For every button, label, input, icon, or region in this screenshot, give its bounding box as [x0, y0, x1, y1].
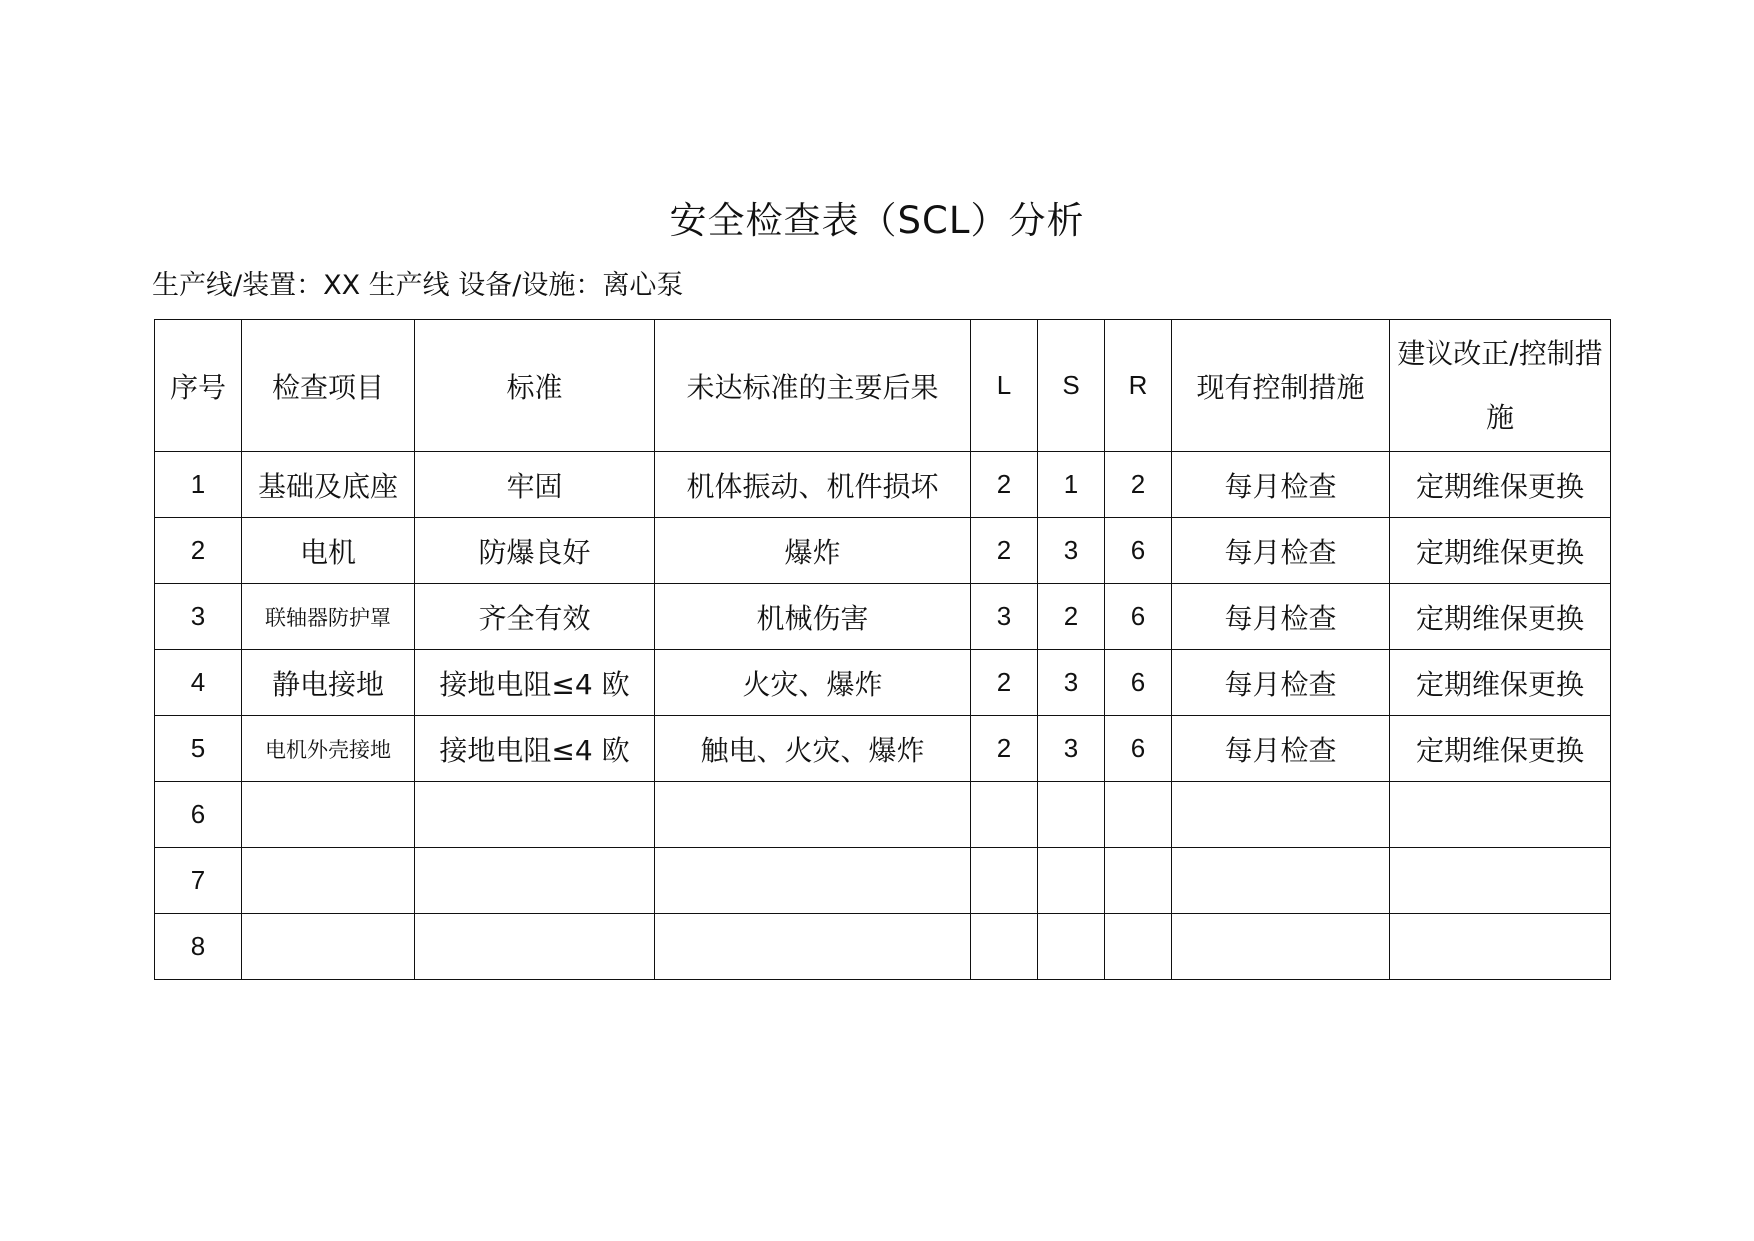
cell-consequence: [655, 782, 971, 848]
cell-standard: [415, 782, 655, 848]
cell-index: 7: [155, 848, 242, 914]
cell-r: 6: [1105, 650, 1172, 716]
cell-suggested-controls: 定期维保更换: [1390, 584, 1611, 650]
cell-l: [971, 914, 1038, 980]
cell-index: 2: [155, 518, 242, 584]
cell-suggested-controls: [1390, 848, 1611, 914]
cell-standard: [415, 848, 655, 914]
cell-standard: 齐全有效: [415, 584, 655, 650]
cell-consequence: [655, 848, 971, 914]
cell-r: [1105, 914, 1172, 980]
cell-consequence: 机械伤害: [655, 584, 971, 650]
cell-current-controls: 每月检查: [1172, 650, 1390, 716]
cell-r: [1105, 782, 1172, 848]
cell-l: 2: [971, 650, 1038, 716]
table-row: [155, 518, 1611, 584]
cell-check-item: [242, 782, 415, 848]
cell-index: 1: [155, 452, 242, 518]
cell-s: 1: [1038, 452, 1105, 518]
cell-r: 2: [1105, 452, 1172, 518]
header-check-item: 检查项目: [242, 320, 415, 452]
table-row: [155, 650, 1611, 716]
table-row: [155, 452, 1611, 518]
cell-index: 3: [155, 584, 242, 650]
cell-s: [1038, 914, 1105, 980]
scl-table: [154, 319, 1611, 980]
table-row: [155, 782, 1611, 848]
header-standard: 标准: [415, 320, 655, 452]
cell-suggested-controls: [1390, 914, 1611, 980]
cell-index: 8: [155, 914, 242, 980]
cell-index: 6: [155, 782, 242, 848]
cell-index: 5: [155, 716, 242, 782]
cell-check-item: 基础及底座: [242, 452, 415, 518]
table-row: [155, 848, 1611, 914]
cell-current-controls: [1172, 782, 1390, 848]
cell-r: [1105, 848, 1172, 914]
header-current-controls: 现有控制措施: [1172, 320, 1390, 452]
cell-standard: [415, 914, 655, 980]
header-suggested-controls: 建议改正/控制措施: [1390, 320, 1611, 452]
table-header-row: [155, 320, 1611, 452]
cell-check-item: [242, 914, 415, 980]
header-l: L: [971, 320, 1038, 452]
cell-standard: 接地电阻≤4 欧: [415, 650, 655, 716]
cell-s: 2: [1038, 584, 1105, 650]
cell-consequence: 触电、火灾、爆炸: [655, 716, 971, 782]
cell-s: [1038, 782, 1105, 848]
header-index: 序号: [155, 320, 242, 452]
cell-current-controls: [1172, 848, 1390, 914]
table-row: [155, 584, 1611, 650]
cell-current-controls: 每月检查: [1172, 518, 1390, 584]
cell-consequence: 机体振动、机件损坏: [655, 452, 971, 518]
cell-standard: 接地电阻≤4 欧: [415, 716, 655, 782]
cell-suggested-controls: 定期维保更换: [1390, 518, 1611, 584]
cell-suggested-controls: 定期维保更换: [1390, 716, 1611, 782]
cell-check-item: [242, 848, 415, 914]
cell-suggested-controls: 定期维保更换: [1390, 650, 1611, 716]
cell-l: [971, 848, 1038, 914]
cell-l: [971, 782, 1038, 848]
cell-standard: 防爆良好: [415, 518, 655, 584]
cell-r: 6: [1105, 716, 1172, 782]
header-r: R: [1105, 320, 1172, 452]
cell-current-controls: [1172, 914, 1390, 980]
cell-l: 2: [971, 518, 1038, 584]
cell-l: 2: [971, 716, 1038, 782]
cell-l: 3: [971, 584, 1038, 650]
cell-check-item: 联轴器防护罩: [242, 584, 415, 650]
cell-s: 3: [1038, 650, 1105, 716]
cell-consequence: 火灾、爆炸: [655, 650, 971, 716]
cell-current-controls: 每月检查: [1172, 452, 1390, 518]
cell-s: [1038, 848, 1105, 914]
document-subtitle: 生产线/装置：XX 生产线 设备/设施：离心泵: [152, 270, 684, 301]
cell-current-controls: 每月检查: [1172, 584, 1390, 650]
cell-s: 3: [1038, 518, 1105, 584]
header-consequence: 未达标准的主要后果: [655, 320, 971, 452]
document-title: 安全检查表（SCL）分析: [669, 199, 1085, 242]
cell-suggested-controls: 定期维保更换: [1390, 452, 1611, 518]
cell-check-item: 静电接地: [242, 650, 415, 716]
cell-r: 6: [1105, 584, 1172, 650]
cell-check-item: 电机外壳接地: [242, 716, 415, 782]
cell-standard: 牢固: [415, 452, 655, 518]
table-row: [155, 716, 1611, 782]
cell-consequence: [655, 914, 971, 980]
table-row: [155, 914, 1611, 980]
cell-index: 4: [155, 650, 242, 716]
cell-l: 2: [971, 452, 1038, 518]
cell-r: 6: [1105, 518, 1172, 584]
cell-suggested-controls: [1390, 782, 1611, 848]
cell-consequence: 爆炸: [655, 518, 971, 584]
header-s: S: [1038, 320, 1105, 452]
cell-current-controls: 每月检查: [1172, 716, 1390, 782]
cell-s: 3: [1038, 716, 1105, 782]
cell-check-item: 电机: [242, 518, 415, 584]
